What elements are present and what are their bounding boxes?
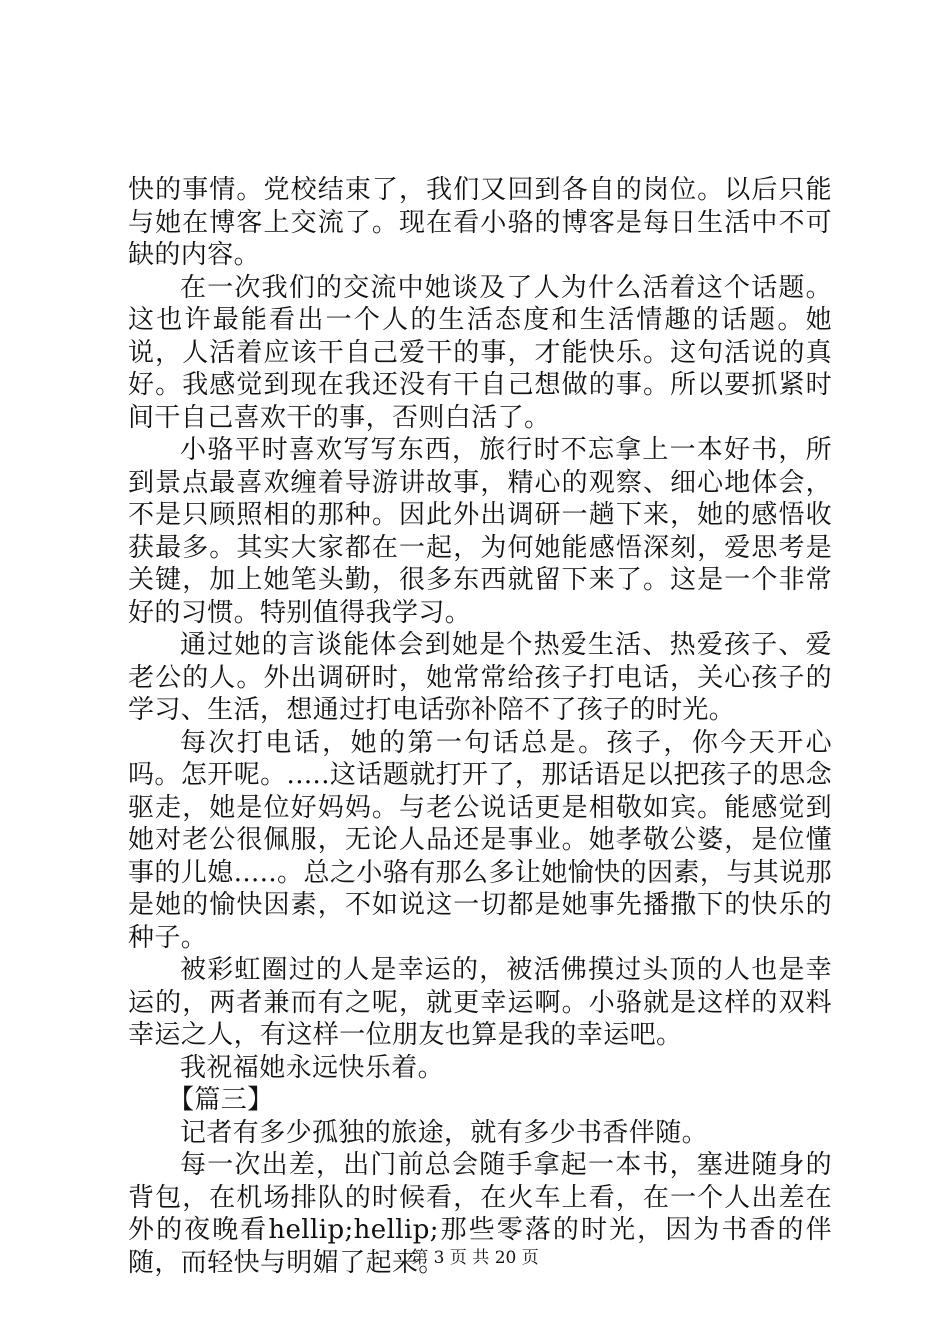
paragraph: 在一次我们的交流中她谈及了人为什么活着这个话题。这也许最能看出一个人的生活态度和生活情趣的话题。她说，人活着应该干自己爱干的事，才能快乐。这句活说的真好。我感觉到现在我还没有干自己想做的事。所以要抓紧时间干自己喜欢干的事，否则白活了。	[128, 272, 832, 433]
paragraph: 每一次出差，出门前总会随手拿起一本书，塞进随身的背包，在机场排队的时候看，在火车上看，在一个人出差在外的夜晚看hellip;hellip;那些零落的时光，因为书香的伴随，而轻快与明媚了起来。	[128, 1150, 832, 1278]
paragraph: 小骆平时喜欢写写东西，旅行时不忘拿上一本好书，所到景点最喜欢缠着导游讲故事，精心的观察、细心地体会，不是只顾照相的那种。因此外出调研一趟下来，她的感悟收获最多。其实大家都在一起，为何她能感悟深刻，爱思考是关键，加上她笔头勤，很多东西就留下来了。这是一个非常好的习惯。特别值得我学习。	[128, 435, 832, 628]
page-number-label: 第 3 页 共 20 页	[411, 1248, 539, 1268]
paragraph: 快的事情。党校结束了，我们又回到各自的岗位。以后只能与她在博客上交流了。现在看小骆的博客是每日生活中不可缺的内容。	[128, 175, 832, 270]
section-heading: 【篇三】	[168, 1085, 274, 1115]
paragraph: 我祝福她永远快乐着。	[180, 1052, 445, 1083]
document-body	[128, 174, 832, 1279]
paragraph: 记者有多少孤独的旅途，就有多少书香伴随。	[180, 1117, 709, 1148]
paragraph: 被彩虹圈过的人是幸运的，被活佛摸过头顶的人也是幸运的，两者兼而有之呢，就更幸运啊。小骆就是这样的双料幸运之人，有这样一位朋友也算是我的幸运吧。	[128, 955, 832, 1050]
paragraph: 每次打电话，她的第一句话总是。孩子，你今天开心吗。怎开呢。.....这话题就打开了，那话语足以把孩子的思念驱走，她是位好妈妈。与老公说话更是相敬如宾。能感觉到她对老公很佩服，无论人品还是事业。她孝敬公婆，是位懂事的儿媳.....。总之小骆有那么多让她愉快的因素，与其说那是她的愉快因素，不如说这一切都是她事先播撒下的快乐的种子。	[128, 727, 832, 953]
paragraph: 通过她的言谈能体会到她是个热爱生活、热爱孩子、爱老公的人。外出调研时，她常常给孩子打电话，关心孩子的学习、生活，想通过打电话弥补陪不了孩子的时光。	[128, 630, 832, 725]
page-footer	[0, 1243, 950, 1268]
